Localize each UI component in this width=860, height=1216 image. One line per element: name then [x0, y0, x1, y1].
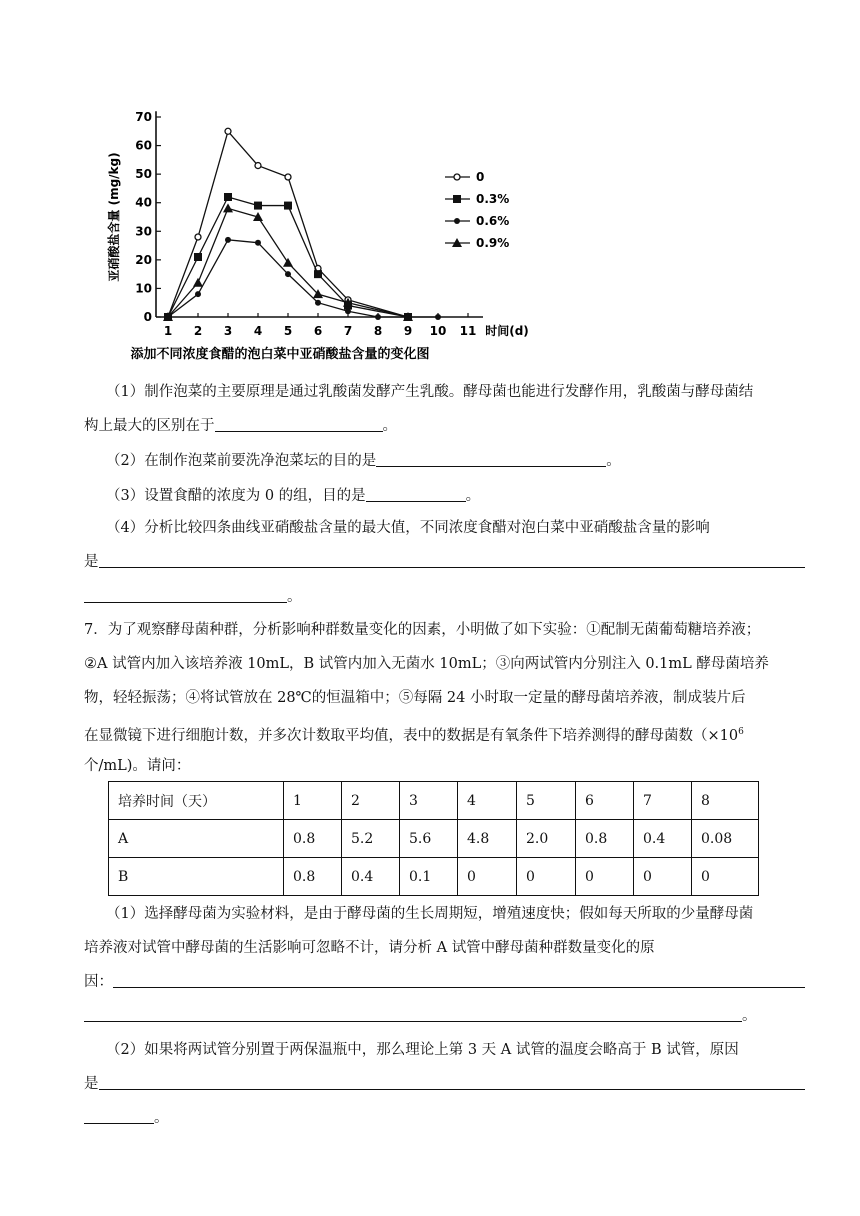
data-point — [225, 237, 231, 243]
header-cell: 5 — [517, 782, 576, 820]
answer-blank[interactable] — [366, 486, 466, 502]
y-tick-label: 60 — [135, 138, 152, 153]
q6-part1-line2 — [84, 416, 808, 436]
header-cell: 7 — [634, 782, 692, 820]
q7-sub1-line1: （1）选择酵母菌为实验材料，是由于酵母菌的生长周期短，增殖速度快；假如每天所取的少量酵母菌 — [106, 906, 754, 922]
header-cell: 3 — [400, 782, 458, 820]
answer-blank[interactable] — [84, 1108, 154, 1124]
q7-sub1-line2: 培养液对试管中酵母菌的生活影响可忽略不计，请分析 A 试管中酵母菌种群数量变化的原 — [84, 940, 655, 956]
y-tick-label: 70 — [135, 110, 152, 124]
table-cell: 4.8 — [458, 820, 517, 858]
table-cell: A — [109, 820, 284, 858]
chart-series — [163, 128, 441, 321]
series-2 — [164, 193, 412, 321]
x-tick-label: 11 — [459, 324, 477, 338]
series-line — [168, 131, 408, 317]
period: 。 — [606, 453, 621, 469]
header-cell: 2 — [342, 782, 400, 820]
table-cell: 2.0 — [517, 820, 576, 858]
x-tick-label: 9 — [403, 324, 413, 338]
y-tick-label: 40 — [135, 195, 152, 210]
y-axis-label: 亚硝酸盐含量 (mg/kg) — [107, 152, 121, 282]
table-cell: 5.6 — [400, 820, 458, 858]
data-point — [345, 308, 351, 314]
period: 。 — [465, 488, 481, 504]
table-cell: 0.8 — [284, 858, 342, 896]
q6-part1-text: 构上最大的区别在于 — [84, 418, 215, 434]
chart-title: 添加不同浓度食醋的泡白菜中亚硝酸盐含量的变化图 — [130, 347, 430, 362]
yeast-count-table — [108, 781, 759, 896]
table-cell: 0 — [517, 858, 576, 896]
answer-blank[interactable] — [113, 972, 805, 988]
data-point — [195, 291, 201, 297]
period: 。 — [382, 418, 397, 434]
y-tick-label: 0 — [143, 310, 152, 324]
q6-part2 — [84, 451, 830, 471]
data-point — [375, 314, 381, 320]
legend-label: 0.6% — [476, 214, 510, 228]
x-tick-label: 7 — [343, 324, 353, 338]
q7-sub1-text: 因： — [84, 974, 113, 990]
answer-blank[interactable] — [376, 451, 606, 467]
q6-part4-text: 是 — [84, 554, 99, 570]
table-header-row — [109, 782, 759, 820]
x-tick-label: 4 — [253, 324, 263, 338]
header-cell: 培养时间（天） — [109, 782, 284, 820]
q6-part4-line2 — [84, 552, 808, 572]
data-point — [225, 128, 231, 134]
x-tick-label: 2 — [193, 324, 203, 338]
q6-part3-text: （3）设置食醋的浓度为 0 的组，目的是 — [106, 488, 366, 504]
chart-legend — [445, 170, 509, 250]
y-tick-label: 50 — [135, 167, 152, 182]
table-row — [109, 820, 759, 858]
data-point — [453, 195, 461, 203]
legend-label: 0 — [476, 170, 485, 184]
table-cell: 0 — [458, 858, 517, 896]
q7-line1: 7．为了观察酵母菌种群，分析影响种群数量变化的因素，小明做了如下实验：①配制无菌葡萄糖培养液； — [84, 622, 761, 638]
table-cell: 0.1 — [400, 858, 458, 896]
data-point — [315, 300, 321, 306]
q6-part4-line3 — [84, 587, 808, 607]
q7-sub2-text: 是 — [84, 1076, 99, 1092]
data-point — [255, 240, 261, 246]
nitrite-line-chart — [100, 92, 540, 367]
period: 。 — [742, 1008, 757, 1024]
table-cell: 0 — [634, 858, 692, 896]
table-cell: 0 — [576, 858, 634, 896]
x-axis-label: 时间(d) — [485, 324, 529, 338]
header-cell: 8 — [692, 782, 759, 820]
q7-line2: ②A 试管内加入该培养液 10mL，B 试管内加入无菌水 10mL；③向两试管内分别注入 0.1mL 酵母菌培养 — [84, 656, 769, 672]
data-point — [195, 234, 201, 240]
q7-sub2-line2 — [84, 1074, 808, 1094]
data-point — [285, 174, 291, 180]
period: 。 — [287, 589, 302, 605]
q6-part2-text: （2）在制作泡菜前要洗净泡菜坛的目的是 — [106, 453, 377, 469]
table-cell: 0.4 — [342, 858, 400, 896]
table-cell: 0 — [692, 858, 759, 896]
q6-part1-line1: （1）制作泡菜的主要原理是通过乳酸菌发酵产生乳酸。酵母菌也能进行发酵作用，乳酸菌与酵母菌结 — [106, 384, 754, 400]
x-tick-label: 8 — [373, 324, 383, 338]
answer-blank[interactable] — [84, 587, 287, 603]
answer-blank[interactable] — [99, 552, 805, 568]
exponent: 6 — [738, 727, 744, 737]
q7-sub2-line3 — [84, 1108, 808, 1128]
answer-blank[interactable] — [99, 1074, 805, 1090]
x-tick-label: 3 — [223, 324, 233, 338]
x-tick-label: 1 — [163, 324, 173, 338]
q7-line4-text: 在显微镜下进行细胞计数，并多次计数取平均值，表中的数据是有氧条件下培养测得的酵母菌数（×10 — [84, 727, 739, 744]
data-point — [194, 253, 202, 261]
data-point — [224, 193, 232, 201]
legend-label: 0.3% — [476, 192, 510, 206]
x-tick-label: 10 — [429, 324, 447, 338]
header-cell: 4 — [458, 782, 517, 820]
data-point — [454, 218, 460, 224]
table-cell: 0.4 — [634, 820, 692, 858]
x-tick-label: 6 — [313, 324, 323, 338]
series-1 — [165, 128, 411, 320]
q7-line5: 个/mL)。请问： — [84, 758, 191, 774]
table-row — [109, 858, 759, 896]
table-cell: B — [109, 858, 284, 896]
data-point — [314, 270, 322, 278]
data-point — [454, 174, 460, 180]
header-cell: 1 — [284, 782, 342, 820]
q6-part4-line1: （4）分析比较四条曲线亚硝酸盐含量的最大值，不同浓度食醋对泡白菜中亚硝酸盐含量的影响 — [106, 520, 710, 536]
table-cell: 0.8 — [284, 820, 342, 858]
data-point — [283, 258, 293, 267]
x-tick-label: 5 — [283, 324, 293, 338]
y-tick-label: 20 — [135, 252, 152, 267]
q7-sub2-line1: （2）如果将两试管分别置于两保温瓶中，那么理论上第 3 天 A 试管的温度会略高于 B 试管，原因 — [106, 1042, 739, 1058]
data-point — [285, 271, 291, 277]
header-cell: 6 — [576, 782, 634, 820]
table-cell: 0.08 — [692, 820, 759, 858]
answer-blank[interactable] — [84, 1006, 742, 1022]
q6-part3 — [84, 486, 830, 506]
y-tick-label: 30 — [135, 224, 152, 239]
table-cell: 5.2 — [342, 820, 400, 858]
series-4 — [163, 203, 413, 321]
answer-blank[interactable] — [215, 416, 383, 432]
data-point — [193, 278, 203, 287]
q7-line3: 物，轻轻振荡；④将试管放在 28℃的恒温箱中；⑤每隔 24 小时取一定量的酵母菌培养液，制成装片后 — [84, 690, 746, 706]
q7-sub1-line3 — [84, 972, 808, 992]
legend-label: 0.9% — [476, 236, 510, 250]
data-point — [284, 202, 292, 210]
data-point — [254, 202, 262, 210]
data-point — [255, 163, 261, 169]
table-cell: 0.8 — [576, 820, 634, 858]
data-point — [435, 314, 441, 320]
y-tick-label: 10 — [135, 281, 152, 296]
period: 。 — [154, 1110, 169, 1126]
q7-sub1-line4 — [84, 1006, 808, 1026]
q7-line4 — [84, 722, 808, 746]
chart-axes — [106, 110, 529, 362]
